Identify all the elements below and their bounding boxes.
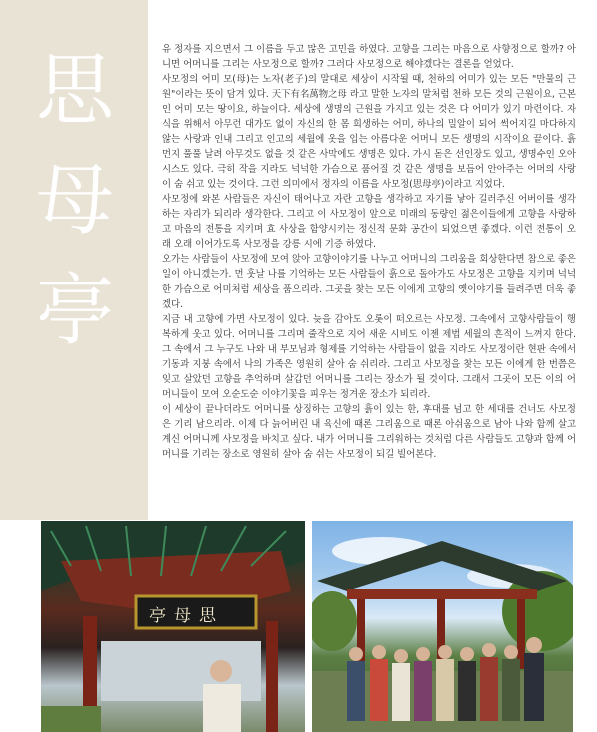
paragraph: 이 세상이 끝나더라도 어머니를 상징하는 고향의 흙이 있는 한, 후대를 넘고 한 세대를 건너도 사모정은 기리 남으리라. 이제 다 늙어버린 내 육신에 때론 그리움으로 때론 아쉬움으로 남아 나와 함께 살고 계신 어머니께 사모정을 바치고 싶다. 내가 어머니를 그리워하는 것처럼 다른 사람들도 고향과 함께 어머니를 기리는 장소로 영원히 살아 숨 쉬는 사모정이 되길 빌어본다. bbox=[162, 404, 576, 460]
paragraph: 사모정의 어미 모(母)는 노자(老子)의 말대로 세상이 시작될 때, 천하의 어미가 있는 모든 "만물의 근원"이라는 뜻이 담겨 있다. 天下有名萬物之母 라고 말한 노자의 말처럼 천하 모든 것의 근원이요, 근본인 어미 모는 땅이요, 하늘이다. 세상에 생명의 근원을 가지고 있는 것은 다 어미가 있기 마련이다. 자식을 위해서 아무런 대가도 없이 자신의 한 몸 희생하는 어미, 하나의 밀알이 되어 썩어지길 마다하지 않는 사랑과 인내 그리고 인고의 세월에 옷을 입는 아름다운 어머니 모든 생명의 시작이요 끝이다. 흙먼지 풀풀 날려 아무것도 없을 것 같은 사막에도 생명은 있다. 가시 돋은 선인장도 있고, 생명수인 오아시스도 있다. 극히 작을 지라도 넉넉한 가슴으로 품어질 것 같은 생명을 보듬어 안아주는 어머의 사랑이 숨 쉬고 있는 것이다. 그런 의미에서 정자의 이름을 사모정(思母亭)이라고 지었다. bbox=[162, 74, 576, 190]
title-char-jeong: 亭 bbox=[35, 266, 114, 356]
vertical-title bbox=[20, 46, 130, 356]
title-char-sa: 思 bbox=[35, 46, 114, 136]
group-photo-at-pavilion bbox=[312, 521, 573, 732]
paragraph: 지금 내 고향에 가면 사모정이 있다. 늦을 감아도 오롯이 떠오르는 사모정. 그속에서 고향사람들이 행복하게 웃고 있다. 어머니를 그리며 줄작으로 지어 새운 시비도 이젠 제법 세월의 흔적이 느껴지 한다. 그 속에서 그 누구도 나와 내 부모님과 형제를 기억하는 사람들이 없을 지라도 사모정이란 현판 속에서 기동과 지붕 속에서 나의 가족은 영원히 살아 숨 쉬리라. 그리고 사모정을 찾는 모든 이에게 한 번쯤은 잊고 살았던 고향을 추억하며 살갑던 어머니를 그리는 장소가 될 것이다. 그래서 그곳이 모든 이의 어머니들이 모여 오순도순 이야기꽃을 피우는 정겨운 장소가 되리라. bbox=[162, 314, 576, 400]
title-char-mo: 母 bbox=[35, 156, 114, 246]
pavilion-signboard: 亭母思 bbox=[149, 606, 224, 626]
title-sidebar bbox=[0, 0, 148, 520]
paragraph: 사모정에 와본 사람들은 자신이 태어나고 자란 고향을 생각하고 자기를 낳아 길러주신 어버이를 생각하는 자리가 되리라 생각한다. 그리고 이 사모정이 앞으로 미래의 동량인 젊은이들에게 고향을 사랑하고 마음의 전통을 지키며 효 사상을 함양시키는 정신적 문화 공간이 되었으면 좋겠다. 이런 전통이 오래 오래 이어가도록 사모정을 강릉 시에 기증 하였다. bbox=[162, 194, 576, 250]
paragraph: 오가는 사람들이 사모정에 모여 앉아 고향이야기를 나누고 어머니의 그리움을 회상한다면 참으로 좋은 일이 아니겠는가. 먼 훗날 나를 기억하는 모든 사람들이 흙으로 돌아가도 사모정은 고향을 지키며 넉넉한 가슴으로 어미처럼 세상을 품으리라. 그곳을 찾는 모든 이에게 고향의 옛이야기를 들려주면 더욱 좋겠다. bbox=[162, 254, 576, 310]
paragraph: 유 정자를 지으면서 그 이름을 두고 많은 고민을 하였다. 고향을 그리는 마음으로 사향정으로 할까? 아니면 어머니를 그리는 사모정으로 할까? 그러다 사모정으로 해야겠다는 결론을 얻었다. bbox=[162, 44, 576, 70]
pavilion-ceiling-photo bbox=[41, 521, 305, 732]
article-body bbox=[162, 42, 576, 462]
